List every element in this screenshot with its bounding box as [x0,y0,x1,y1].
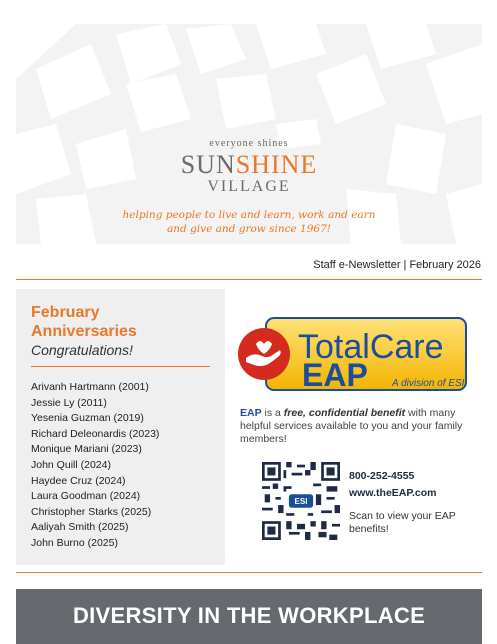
eap-text-rest: with many helpful services available to you and your family members! [240,407,463,445]
logo-word-sun: SUN [180,150,236,179]
eap-text-is: is a [261,407,284,419]
slogan [16,208,482,236]
qr-center-label: ESI [294,496,308,506]
issue-line: Staff e-Newsletter | February 2026 [313,259,481,271]
eap-text-emphasis: free, confidential benefit [283,407,406,419]
divider-top [16,279,482,280]
list-item: Haydee Cruz (2024) [31,474,126,487]
list-item: Christopher Starks (2025) [31,505,152,518]
anniversaries-list [31,380,210,552]
slogan-line-1: helping people to live and learn, work and earn [122,209,376,221]
list-item: Arivanh Hartmann (2001) [31,381,149,393]
logo-village: VILLAGE [207,178,291,195]
eap-panel [232,312,482,562]
eap-phone[interactable]: 800-252-4555 [349,470,415,482]
qr-code[interactable] [262,462,340,540]
list-item: Laura Goodman (2024) [31,490,141,503]
anniversaries-title-line-2: Anniversaries [31,323,137,340]
anniversaries-panel [16,289,225,565]
slogan-line-2: and give and grow since 1967! [167,223,331,235]
list-item: Richard Deleonardis (2023) [31,427,160,440]
eap-text-lead: EAP [240,407,262,419]
eap-logo-word-2: EAP [302,357,368,393]
list-item: Yesenia Guzman (2019) [31,412,144,425]
list-item: John Burno (2025) [31,536,118,549]
eap-website-link[interactable]: www.theEAP.com [349,487,437,499]
eap-logo-word-1: TotalCare [298,328,444,366]
totalcare-eap-logo [232,312,482,397]
logo-sunshine [16,151,482,179]
list-item: Aaliyah Smith (2025) [31,521,129,534]
divider-bottom [16,572,482,573]
logo-word-shine: SHINE [235,150,318,179]
anniversaries-subtitle: Congratulations! [31,342,133,358]
anniversaries-divider [31,366,210,367]
eap-description [240,407,475,446]
eap-division: A division of ESI [392,378,465,389]
list-item: John Quill (2024) [31,458,111,471]
section-banner-diversity: DIVERSITY IN THE WORKPLACE [16,589,482,644]
anniversaries-title-line-1: February [31,304,100,321]
list-item: Monique Mariani (2023) [31,443,142,456]
logo-tagline: everyone shines [209,138,289,149]
anniversaries-title [31,303,210,341]
scan-instructions: Scan to view your EAP benefits! [349,510,456,535]
list-item: Jessie Ly (2011) [31,396,107,409]
newsletter-header [16,24,482,244]
